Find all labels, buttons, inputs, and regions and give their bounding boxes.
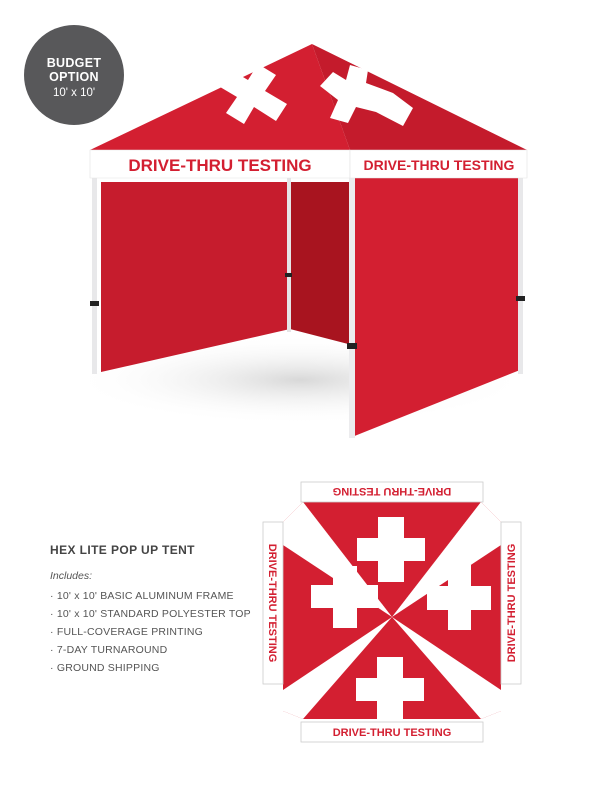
list-item: · 7-DAY TURNAROUND: [50, 641, 251, 659]
leg-clip: [285, 273, 292, 277]
back-wall: [290, 182, 352, 345]
valance-text-left: DRIVE-THRU TESTING: [266, 543, 278, 663]
leg-clip: [516, 296, 525, 301]
feature-list: [50, 587, 251, 677]
canopy-top-view: [263, 482, 521, 742]
valance-text-left: DRIVE-THRU TESTING: [128, 156, 312, 175]
valance-text-top: DRIVE-THRU TESTING: [332, 485, 452, 497]
product-info: [50, 543, 251, 677]
list-item: · FULL-COVERAGE PRINTING: [50, 623, 251, 641]
leg-back: [287, 176, 291, 332]
leg-clip: [90, 301, 99, 306]
list-item: · GROUND SHIPPING: [50, 659, 251, 677]
leg-left: [92, 176, 97, 374]
valance-text-right: DRIVE-THRU TESTING: [363, 157, 515, 173]
badge-size: 10' x 10': [52, 87, 96, 99]
leg-front: [349, 176, 355, 438]
roof-left: [90, 44, 350, 150]
badge-title: BUDGET: [46, 56, 102, 70]
badge-subtitle: OPTION: [49, 70, 99, 84]
includes-label: Includes:: [50, 570, 93, 582]
leg-clip: [347, 343, 357, 349]
product-name: HEX LITE POP UP TENT: [50, 543, 195, 557]
valance-text-right: DRIVE-THRU TESTING: [506, 543, 518, 663]
valance-text-bottom: DRIVE-THRU TESTING: [332, 727, 452, 739]
list-item: · 10' x 10' BASIC ALUMINUM FRAME: [50, 587, 251, 605]
leg-right: [518, 176, 523, 374]
list-item: · 10' x 10' STANDARD POLYESTER TOP: [50, 605, 251, 623]
